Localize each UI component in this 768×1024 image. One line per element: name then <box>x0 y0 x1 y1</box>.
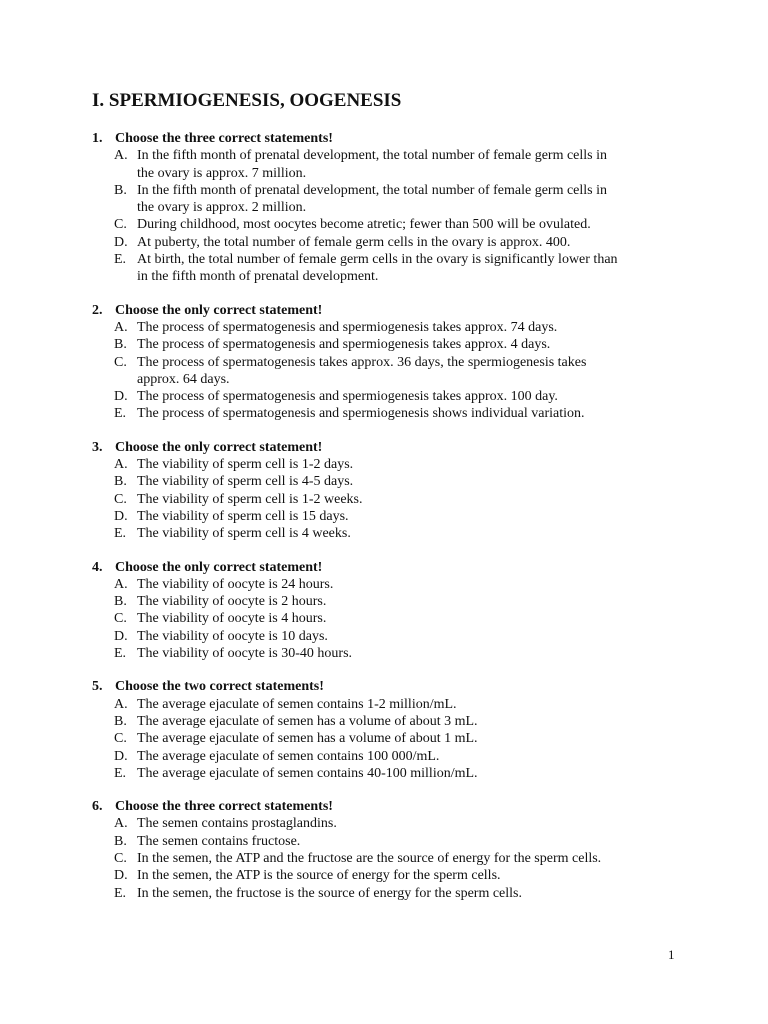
option-letter: B. <box>114 182 127 198</box>
option-text-line: The viability of sperm cell is 4-5 days. <box>137 474 354 490</box>
option-letter: B. <box>114 833 127 849</box>
option-letter: B. <box>114 337 127 353</box>
page-number: 1 <box>668 947 675 962</box>
answer-option <box>92 850 692 867</box>
option-letter: D. <box>114 628 128 644</box>
option-text-continuation: in the fifth month of prenatal development. <box>137 269 379 285</box>
option-letter: C. <box>114 611 127 627</box>
option-text <box>137 628 692 645</box>
question-prompt: Choose the only correct statement! <box>115 439 323 455</box>
option-text <box>137 576 692 593</box>
option-text <box>137 610 692 627</box>
option-text-line: The average ejaculate of semen has a volume of about 1 mL. <box>137 731 478 747</box>
answer-option <box>92 251 692 286</box>
option-list <box>92 456 692 542</box>
option-text <box>137 525 692 542</box>
question-number: 4. <box>92 559 103 575</box>
option-text <box>137 182 692 217</box>
option-list <box>92 576 692 662</box>
option-letter: A. <box>114 816 128 832</box>
answer-option <box>92 405 692 422</box>
option-text <box>137 885 692 902</box>
question-prompt: Choose the only correct statement! <box>115 302 323 318</box>
answer-option <box>92 885 692 902</box>
answer-option <box>92 610 692 627</box>
option-text-line: The process of spermatogenesis and spermiogenesis takes approx. 4 days. <box>137 337 551 353</box>
option-text-line: The average ejaculate of semen contains 100 000/mL. <box>137 748 440 764</box>
option-text-line: In the semen, the ATP is the source of energy for the sperm cells. <box>137 868 501 884</box>
option-text-line: The viability of sperm cell is 1-2 days. <box>137 457 354 473</box>
answer-option <box>92 182 692 217</box>
question-header <box>92 130 692 147</box>
option-letter: A. <box>114 576 128 592</box>
option-letter: B. <box>114 594 127 610</box>
option-text-line: The average ejaculate of semen has a volume of about 3 mL. <box>137 713 478 729</box>
option-text <box>137 251 692 286</box>
option-text-line: At puberty, the total number of female germ cells in the ovary is approx. 400. <box>137 234 571 250</box>
question-number: 5. <box>92 679 103 695</box>
option-text-line: The viability of sperm cell is 1-2 weeks. <box>137 491 363 507</box>
question-header <box>92 678 692 695</box>
question-1 <box>92 130 692 286</box>
answer-option <box>92 645 692 662</box>
option-text <box>137 234 692 251</box>
option-text-line: The process of spermatogenesis and spermiogenesis shows individual variation. <box>137 406 585 422</box>
option-letter: C. <box>114 354 127 370</box>
answer-option <box>92 576 692 593</box>
question-header <box>92 559 692 576</box>
question-prompt: Choose the only correct statement! <box>115 559 323 575</box>
answer-option <box>92 147 692 182</box>
option-text-line: The viability of oocyte is 2 hours. <box>137 594 327 610</box>
option-text-line: The average ejaculate of semen contains 1-2 million/mL. <box>137 696 457 712</box>
option-text <box>137 833 692 850</box>
option-letter: A. <box>114 696 128 712</box>
option-text-line: The viability of oocyte is 24 hours. <box>137 576 334 592</box>
option-text-line: At birth, the total number of female germ cells in the ovary is significantly lower than <box>137 252 618 268</box>
option-text-line: In the fifth month of prenatal development, the total number of female germ cells in <box>137 182 608 198</box>
question-3 <box>92 439 692 543</box>
option-letter: A. <box>114 319 128 335</box>
option-text <box>137 508 692 525</box>
answer-option <box>92 354 692 389</box>
option-text-line: The semen contains prostaglandins. <box>137 816 337 832</box>
option-letter: A. <box>114 457 128 473</box>
option-letter: A. <box>114 148 128 164</box>
option-text-continuation: approx. 64 days. <box>137 371 230 387</box>
option-letter: C. <box>114 217 127 233</box>
question-list <box>92 130 692 918</box>
option-text <box>137 645 692 662</box>
answer-option <box>92 593 692 610</box>
option-text <box>137 336 692 353</box>
option-text-line: The viability of sperm cell is 15 days. <box>137 508 349 524</box>
answer-option <box>92 713 692 730</box>
option-text <box>137 867 692 884</box>
option-text-line: The viability of oocyte is 10 days. <box>137 628 328 644</box>
question-number: 2. <box>92 302 103 318</box>
option-text <box>137 456 692 473</box>
option-text <box>137 748 692 765</box>
answer-option <box>92 628 692 645</box>
answer-option <box>92 473 692 490</box>
option-text <box>137 319 692 336</box>
option-text-line: The semen contains fructose. <box>137 833 301 849</box>
answer-option <box>92 765 692 782</box>
question-number: 6. <box>92 799 103 815</box>
question-number: 1. <box>92 131 103 146</box>
option-text-line: The process of spermatogenesis and spermiogenesis takes approx. 74 days. <box>137 319 558 335</box>
option-list <box>92 696 692 782</box>
option-text <box>137 815 692 832</box>
question-4 <box>92 559 692 663</box>
option-text <box>137 491 692 508</box>
option-letter: D. <box>114 508 128 524</box>
option-letter: E. <box>114 526 127 542</box>
answer-option <box>92 234 692 251</box>
option-letter: E. <box>114 765 127 781</box>
option-text-continuation: the ovary is approx. 2 million. <box>137 200 307 216</box>
answer-option <box>92 748 692 765</box>
option-letter: D. <box>114 234 128 250</box>
answer-option <box>92 216 692 233</box>
option-letter: E. <box>114 252 127 268</box>
option-letter: D. <box>114 748 128 764</box>
option-text <box>137 473 692 490</box>
question-6 <box>92 798 692 902</box>
section-title: I. SPERMIOGENESIS, OOGENESIS <box>92 90 402 111</box>
option-text <box>137 216 692 233</box>
option-text <box>137 388 692 405</box>
option-letter: E. <box>114 885 127 901</box>
option-text <box>137 730 692 747</box>
option-text-line: In the semen, the ATP and the fructose are the source of energy for the sperm cells. <box>137 850 602 866</box>
question-number: 3. <box>92 439 103 455</box>
answer-option <box>92 491 692 508</box>
option-text <box>137 354 692 389</box>
option-text-line: In the semen, the fructose is the source of energy for the sperm cells. <box>137 885 522 901</box>
option-text <box>137 593 692 610</box>
option-letter: C. <box>114 850 127 866</box>
option-text <box>137 405 692 422</box>
option-text-line: In the fifth month of prenatal development, the total number of female germ cells in <box>137 148 608 164</box>
option-text <box>137 850 692 867</box>
option-letter: E. <box>114 406 127 422</box>
answer-option <box>92 833 692 850</box>
option-text <box>137 765 692 782</box>
option-list <box>92 147 692 285</box>
question-header <box>92 439 692 456</box>
option-text-line: The viability of oocyte is 30-40 hours. <box>137 646 353 662</box>
answer-option <box>92 815 692 832</box>
option-text <box>137 713 692 730</box>
option-text-line: The process of spermatogenesis takes approx. 36 days, the spermiogenesis takes <box>137 354 587 370</box>
question-prompt: Choose the three correct statements! <box>115 799 333 815</box>
option-letter: D. <box>114 389 128 405</box>
option-letter: B. <box>114 474 127 490</box>
question-5 <box>92 678 692 782</box>
question-header <box>92 302 692 319</box>
question-header <box>92 798 692 815</box>
option-text-line: The process of spermatogenesis and spermiogenesis takes approx. 100 day. <box>137 389 558 405</box>
answer-option <box>92 867 692 884</box>
answer-option <box>92 696 692 713</box>
answer-option <box>92 336 692 353</box>
answer-option <box>92 319 692 336</box>
question-2 <box>92 302 692 423</box>
option-text-continuation: the ovary is approx. 7 million. <box>137 165 307 181</box>
answer-option <box>92 525 692 542</box>
option-text-line: The average ejaculate of semen contains 40-100 million/mL. <box>137 765 478 781</box>
option-text-line: The viability of oocyte is 4 hours. <box>137 611 327 627</box>
option-letter: C. <box>114 491 127 507</box>
option-text-line: During childhood, most oocytes become atretic; fewer than 500 will be ovulated. <box>137 217 591 233</box>
option-letter: D. <box>114 868 128 884</box>
answer-option <box>92 730 692 747</box>
option-letter: E. <box>114 646 127 662</box>
question-prompt: Choose the two correct statements! <box>115 679 324 695</box>
option-letter: C. <box>114 731 127 747</box>
option-list <box>92 319 692 423</box>
question-prompt: Choose the three correct statements! <box>115 131 333 146</box>
option-text-line: The viability of sperm cell is 4 weeks. <box>137 526 351 542</box>
option-list <box>92 815 692 901</box>
answer-option <box>92 388 692 405</box>
option-letter: B. <box>114 713 127 729</box>
answer-option <box>92 456 692 473</box>
option-text <box>137 696 692 713</box>
option-text <box>137 147 692 182</box>
answer-option <box>92 508 692 525</box>
